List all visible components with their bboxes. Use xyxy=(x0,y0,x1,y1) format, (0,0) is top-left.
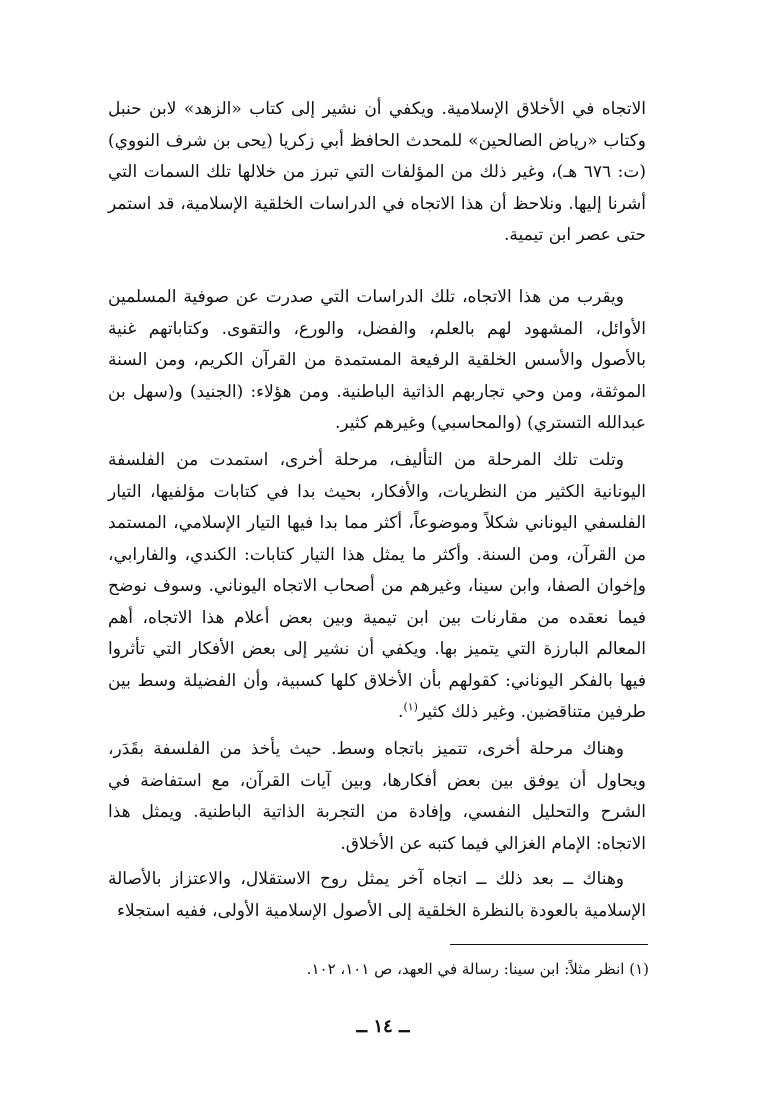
paragraph-3-text: وتلت تلك المرحلة من التأليف، مرحلة أخرى، استمدت من الفلسفة اليونانية الكثير من النظريات، والأفكار، بحيث بدا في كتابات مؤلفيها، التيار الفلسفي اليوناني شكلاً وموضوعاً، أكثر مما بدا فيها التيار الإسلامي، المستمد من القرآن، ومن السنة. وأكثر ما يمثل هذا التيار كتابات: الكندي، والفارابي، وإخوان الصفا، وابن سينا، وغيرهم من أصحاب الاتجاه اليوناني. وسوف نوضح فيما نعقده من مقارنات بين ابن تيمية وبين بعض أعلام هذا الاتجاه، أهم المعالم البارزة التي يتميز بها. ويكفي أن نشير إلى بعض الأفكار التي تأثروا فيها بالفكر اليوناني: كقولهم بأن الأخلاق كلها كسبية، وأن الفضيلة وسط بين طرفين متناقضين. وغير ذلك كثير$^{(١)}$. xyxy=(108,450,646,722)
paragraph-1 xyxy=(108,94,646,252)
paragraph-3 xyxy=(108,445,646,729)
paragraph-2-text: ويقرب من هذا الاتجاه، تلك الدراسات التي صدرت عن صوفية المسلمين الأوائل، المشهود لهم بالعلم، والفضل، والورع، والتقوى. وكتاباتهم غنية بالأصول والأسس الخلقية الرفيعة المستمدة من القرآن الكريم، ومن السنة الموثقة، ومن وحي تجاربهم الذاتية الباطنية. ومن هؤلاء: (الجنيد) و(سهل بن عبدالله التستري) (والمحاسبي) وغيرهم كثير. xyxy=(108,287,646,433)
paragraph-1-text: الاتجاه في الأخلاق الإسلامية. ويكفي أن نشير إلى كتاب «الزهد» لابن حنبل وكتاب «رياض الصالحين» للمحدث الحافظ أبي زكريا (يحى بن شرف النووي) (ت: ٦٧٦ هـ)، وغير ذلك من المؤلفات التي تبرز من خلالها تلك السمات التي أشرنا إليها. ونلاحظ أن هذا الاتجاه في الدراسات الخلقية الإسلامية، قد استمر حتى عصر ابن تيمية. xyxy=(108,99,646,245)
page-number: ــ ١٤ ــ xyxy=(356,1016,410,1037)
footnote-divider xyxy=(450,944,648,945)
paragraph-4 xyxy=(108,734,646,860)
footnote-reference: (١) xyxy=(403,700,418,714)
paragraph-2 xyxy=(108,282,646,440)
paragraph-5 xyxy=(108,864,646,927)
paragraph-3-body: وتلت تلك المرحلة من التأليف، مرحلة أخرى، استمدت من الفلسفة اليونانية الكثير من النظريات، والأفكار، بحيث بدا في كتابات مؤلفيها، التيار الفلسفي اليوناني شكلاً وموضوعاً، أكثر مما بدا فيها التيار الإسلامي، المستمد من القرآن، ومن السنة. وأكثر ما يمثل هذا التيار كتابات: الكندي، والفارابي، وإخوان الصفا، وابن سينا، وغيرهم من أصحاب الاتجاه اليوناني. وسوف نوضح فيما نعقده من مقارنات بين ابن تيمية وبين بعض أعلام هذا الاتجاه، أهم المعالم البارزة التي يتميز بها. ويكفي أن نشير إلى بعض الأفكار التي تأثروا فيها بالفكر اليوناني: كقولهم بأن الأخلاق كلها كسبية، وأن الفضيلة وسط بين طرفين متناقضين. وغير ذلك كثير xyxy=(108,450,646,722)
paragraph-4-text: وهناك مرحلة أخرى، تتميز باتجاه وسط. حيث يأخذ من الفلسفة بقَدَر، ويحاول أن يوفق بين بعض أفكارها، وبين آيات القرآن، مع استفاضة في الشرح والتحليل النفسي، وإفادة من التجربة الذاتية الباطنية. ويمثل هذا الاتجاه: الإمام الغزالي فيما كتبه عن الأخلاق. xyxy=(108,739,646,854)
footnote: (١) انظر مثلاً: ابن سينا: رسالة في العهد، ص ١٠١، ١٠٢. xyxy=(306,960,649,978)
paragraph-5-text: وهناك ــ بعد ذلك ــ اتجاه آخر يمثل روح الاستقلال، والاعتزاز بالأصالة الإسلامية بالعودة بالنظرة الخلقية إلى الأصول الإسلامية الأولى، ففيه استجلاء xyxy=(108,869,646,921)
